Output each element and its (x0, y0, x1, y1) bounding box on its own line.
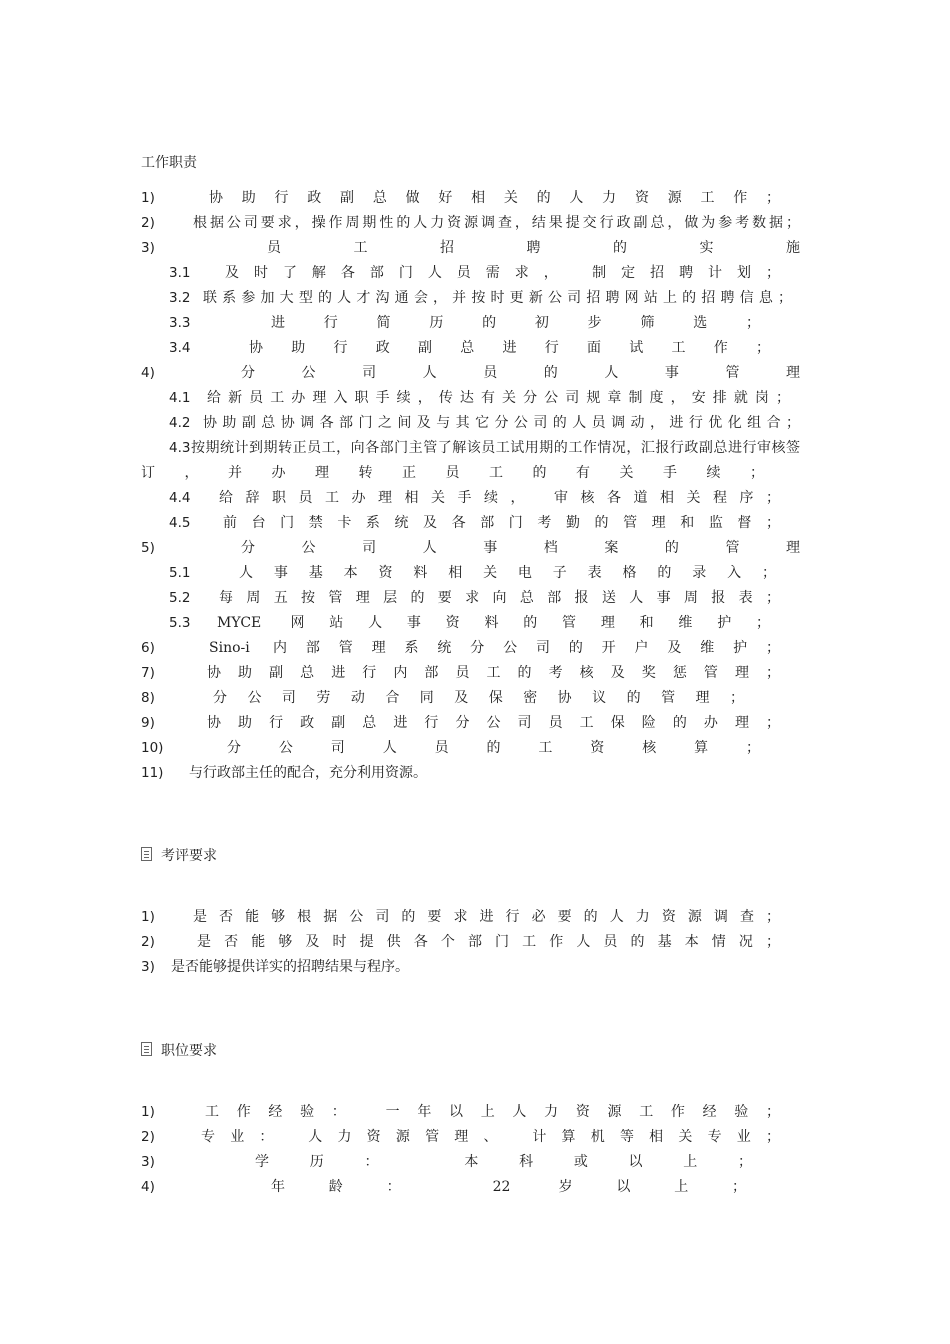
item-text: 协助行政副总进行分公司员工保险的办理； (207, 715, 780, 731)
list-item (141, 363, 800, 383)
list-item (141, 932, 800, 952)
item-number: 5.2 (169, 590, 191, 606)
item-text: 员工招聘的实施 (267, 240, 800, 256)
list-item (169, 388, 800, 408)
item-text: 给新员工办理入职手续，传达有关分公司规章制度，安排就岗； (207, 390, 790, 406)
item-text: 与行政部主任的配合，充分利用资源。 (189, 765, 427, 781)
item-text: 学历： 本科或以上； (255, 1154, 752, 1170)
item-text: 协助行政副总做好相关的人力资源工作； (209, 190, 780, 206)
item-text: 年龄： 22 岁以上； (271, 1179, 746, 1195)
item-text: 专业： 人力资源管理、 计算机等相关专业； (201, 1129, 780, 1145)
item-number: 4.4 (169, 490, 191, 506)
item-number: 1) (141, 909, 155, 925)
item-number: 2) (141, 934, 155, 950)
item-text: 根据公司要求，操作周期性的人力资源调查，结果提交行政副总，做为参考数据； (193, 215, 800, 231)
requirements-heading (141, 1040, 217, 1060)
item-number: 4.3 (169, 440, 191, 456)
item-number: 2) (141, 1129, 155, 1145)
item-number: 5) (141, 540, 155, 556)
list-item (141, 463, 800, 483)
list-item (141, 713, 800, 733)
item-text: 分公司人员的人事管理 (241, 365, 800, 381)
list-item (141, 1177, 800, 1197)
item-number: 5.3 (169, 615, 191, 631)
item-number: 3.3 (169, 315, 191, 331)
item-number: 11) (141, 765, 164, 781)
item-text: 分公司人员的工资核算； (227, 740, 760, 756)
list-item (141, 538, 800, 558)
item-text: 订，并办理转正员工的有关手续； (141, 465, 764, 481)
item-number: 4.2 (169, 415, 191, 431)
list-item (169, 613, 800, 633)
item-text: 前台门禁卡系统及各部门考勤的管理和监督； (223, 515, 780, 531)
list-item (169, 288, 800, 308)
item-number: 1) (141, 190, 155, 206)
list-item (141, 663, 800, 683)
item-text: 分公司劳动合同及保密协议的管理； (213, 690, 744, 706)
item-text: 是否能够根据公司的要求进行必要的人力资源调查； (193, 909, 780, 925)
item-text: 给辞职员工办理相关手续， 审核各道相关程序； (219, 490, 780, 506)
list-item (169, 488, 800, 508)
list-item (141, 688, 800, 708)
list-item (141, 957, 800, 977)
item-text: 按期统计到期转正员工，向各部门主管了解该员工试用期的工作情况，汇报行政副总进行审核签 (191, 440, 800, 456)
list-item (141, 1152, 800, 1172)
list-item (141, 188, 800, 208)
item-number: 6) (141, 640, 155, 656)
item-number: 3.2 (169, 290, 191, 306)
list-item (169, 338, 800, 358)
document-icon (141, 847, 152, 861)
list-item (141, 238, 800, 258)
item-text: 及时了解各部门人员需求， 制定招聘计划； (225, 265, 780, 281)
list-item (141, 1127, 800, 1147)
item-text: 进行简历的初步筛选； (271, 315, 760, 331)
list-item (141, 1102, 800, 1122)
item-text: 联系参加大型的人才沟通会，并按时更新公司招聘网站上的招聘信息； (203, 290, 792, 306)
item-text: 是否能够提供详实的招聘结果与程序。 (171, 959, 409, 975)
list-item (141, 763, 800, 783)
item-number: 5.1 (169, 565, 191, 581)
list-item (169, 563, 800, 583)
list-item (141, 213, 800, 233)
item-text: 分公司人事档案的管理 (241, 540, 800, 556)
item-text: 协助副总进行内部员工的考核及奖惩管理； (207, 665, 780, 681)
item-number: 4.1 (169, 390, 191, 406)
item-text: 是否能够及时提供各个部门工作人员的基本情况； (197, 934, 780, 950)
list-item (169, 438, 800, 458)
item-number: 1) (141, 1104, 155, 1120)
item-text: 每周五按管理层的要求向总部报送人事周报表； (219, 590, 780, 606)
list-item (169, 513, 800, 533)
item-number: 3.4 (169, 340, 191, 356)
item-number: 10) (141, 740, 164, 756)
list-item (169, 263, 800, 283)
evaluation-title: 考评要求 (161, 848, 217, 864)
item-text: 工作经验： 一年以上人力资源工作经验； (205, 1104, 780, 1120)
item-text: Sino-i 内部管理系统分公司的开户及维护； (209, 640, 780, 656)
item-number: 2) (141, 215, 155, 231)
item-number: 4) (141, 365, 155, 381)
item-number: 4) (141, 1179, 155, 1195)
duties-title: 工作职责 (141, 155, 197, 171)
list-item (141, 907, 800, 927)
list-item (169, 413, 800, 433)
list-item (141, 638, 800, 658)
item-number: 3) (141, 240, 155, 256)
evaluation-heading (141, 845, 217, 865)
item-text: 协助行政副总进行面试工作； (249, 340, 770, 356)
item-text: 协助副总协调各部门之间及与其它分公司的人员调动，进行优化组合； (203, 415, 800, 431)
item-text: 人事基本资料相关电子表格的录入； (239, 565, 776, 581)
item-number: 9) (141, 715, 155, 731)
document-icon (141, 1042, 152, 1056)
item-number: 4.5 (169, 515, 191, 531)
list-item (141, 738, 800, 758)
item-number: 7) (141, 665, 155, 681)
item-text: MYCE 网站人事资料的管理和维护； (217, 615, 770, 631)
list-item (169, 588, 800, 608)
item-number: 8) (141, 690, 155, 706)
requirements-title: 职位要求 (161, 1043, 217, 1059)
list-item (169, 313, 800, 333)
item-number: 3) (141, 1154, 155, 1170)
item-number: 3.1 (169, 265, 191, 281)
item-number: 3) (141, 959, 155, 975)
